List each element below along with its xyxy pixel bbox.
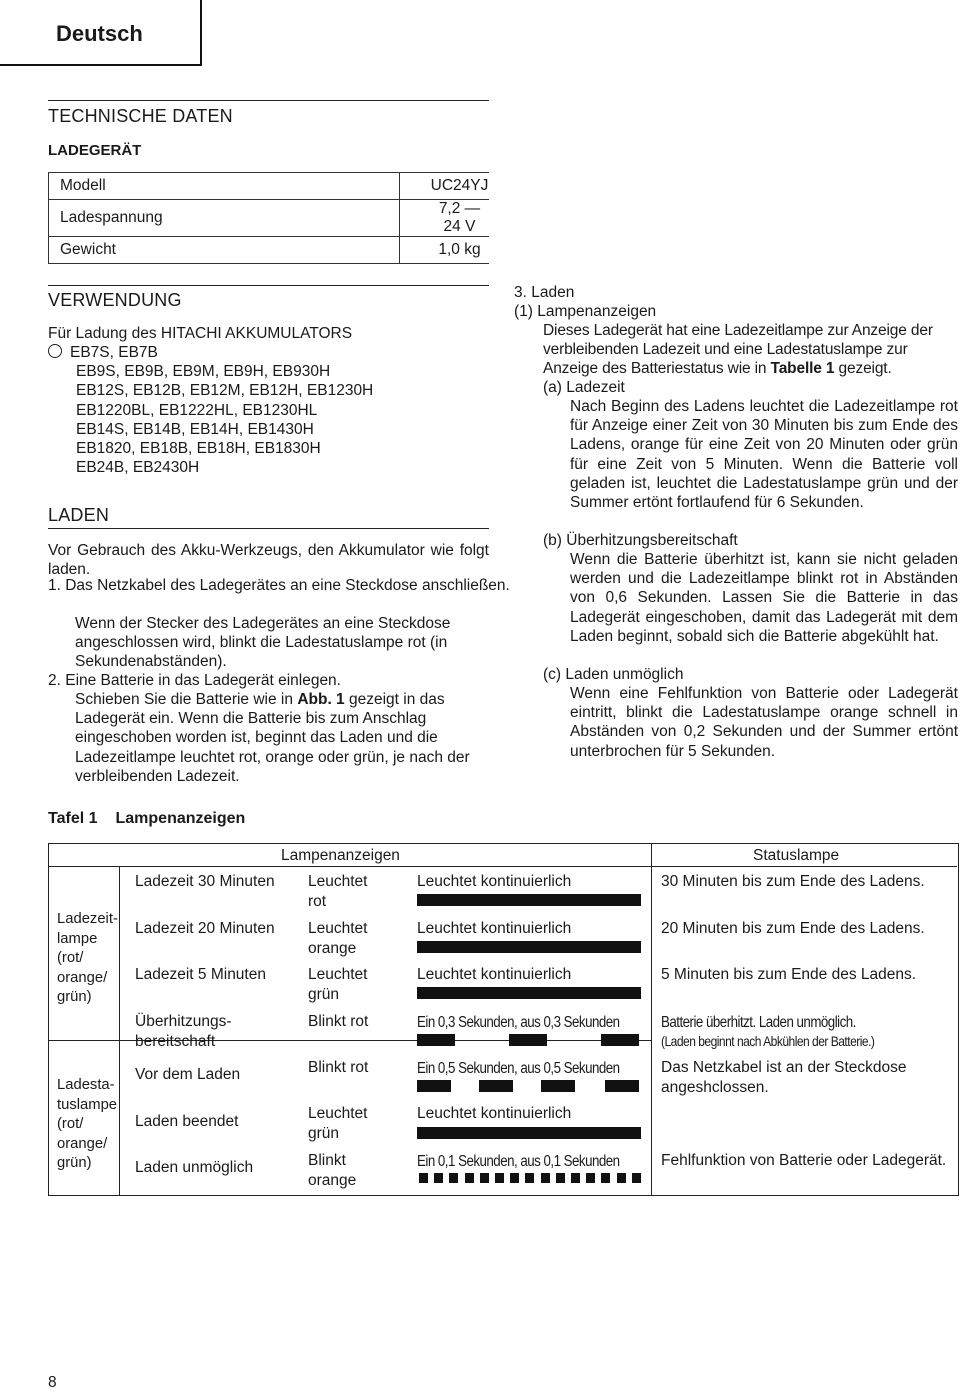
lamp-table [48, 843, 959, 1196]
mode-label: Ein 0,5 Sekunden, aus 0,5 Sekunden [417, 1060, 620, 1077]
verwendung-intro: Für Ladung des HITACHI AKKUMULATORS [48, 325, 353, 342]
state-label: Ladezeit 30 Minuten [135, 873, 275, 890]
blink-segment [479, 1080, 513, 1092]
divider [48, 285, 489, 286]
continuous-bar [417, 1127, 641, 1139]
language-label: Deutsch [56, 21, 143, 46]
laden-intro: Vor Gebrauch des Akku-Werkzeugs, den Akkumulator wie folgt laden. [48, 542, 489, 579]
list-item: EB1820, EB18B, EB18H, EB1830H [76, 439, 321, 457]
header-status: Statuslampe [753, 847, 840, 864]
blink-segment [605, 1080, 639, 1092]
blink-segment [586, 1173, 595, 1183]
mode-label: Ein 0,3 Sekunden, aus 0,3 Sekunden [417, 1014, 620, 1031]
state-label: Ladezeit 5 Minuten [135, 966, 266, 983]
blink-segment [434, 1173, 443, 1183]
table-row [49, 200, 490, 237]
list-item: EB1220BL, EB1222HL, EB1230HL [76, 401, 318, 419]
status-text: Batterie überhitzt. Laden unmöglich. [661, 1014, 856, 1031]
mode-label: Leuchtet kontinuierlich [417, 920, 572, 937]
item-b-heading: (b) Überhitzungsbereitschaft [543, 532, 738, 549]
right-sub-1: (1) Lampenanzeigen [514, 303, 657, 320]
table-rule [651, 844, 652, 1195]
blink-segment [417, 1034, 455, 1046]
blink-segment [495, 1173, 504, 1183]
laden-step-2: 2. Eine Batterie in das Ladegerät einlegen. [48, 672, 341, 689]
group-label-ladestatuslampe: Ladesta-tuslampe (rot/ orange/ grün) [57, 1077, 118, 1171]
page-number: 8 [48, 1374, 57, 1391]
blink-segment [525, 1173, 534, 1183]
blink-segment [601, 1034, 639, 1046]
laden-step-1-detail: Wenn der Stecker des Ladegerätes an eine Steckdose angeschlossen wird, blinkt die Ladestatuslampe rot (in Sekundenabständen). [75, 615, 451, 671]
blink-segment [510, 1173, 519, 1183]
blink-segment [617, 1173, 626, 1183]
blink-segment [541, 1173, 550, 1183]
item-c-heading: (c) Laden unmöglich [543, 666, 684, 683]
section-heading-laden: LADEN [48, 505, 110, 525]
lamp-label: Leuchtet grün [308, 966, 368, 1003]
section-heading-tech: TECHNISCHE DATEN [48, 106, 233, 126]
mode-label: Leuchtet kontinuierlich [417, 873, 572, 890]
blink-segment [480, 1173, 489, 1183]
mode-label: Leuchtet kontinuierlich [417, 966, 572, 983]
table-rule [119, 866, 120, 1195]
blink-segment [571, 1173, 580, 1183]
right-step-3: 3. Laden [514, 284, 575, 301]
subheading-charger: LADEGERÄT [48, 142, 142, 159]
blink-segment [632, 1173, 641, 1183]
mode-label: Leuchtet kontinuierlich [417, 1105, 572, 1122]
continuous-bar [417, 941, 641, 953]
lamp-label: Blinkt orange [308, 1152, 357, 1189]
laden-step-2-detail: Schieben Sie die Batterie wie in Abb. 1 gezeigt in das Ladegerät ein. Wenn die Batterie bis zum Anschlag eingeschoben worden ist, beginnt das Laden und die Ladezeitlampe leuchtet rot, orange oder grün, je nach der verbleibenden Ladezeit. [75, 691, 470, 785]
list-item: EB12S, EB12B, EB12M, EB12H, EB1230H [76, 382, 374, 400]
status-text-note: (Laden beginnt nach Abkühlen der Batterie.) [661, 1033, 875, 1049]
divider [48, 100, 489, 101]
laden-step-1: 1. Das Netzkabel des Ladegerätes an eine Steckdose anschließen. [48, 577, 510, 594]
list-item: EB14S, EB14B, EB14H, EB1430H [76, 420, 314, 438]
divider [48, 528, 489, 529]
circle-icon [48, 344, 62, 358]
continuous-bar [417, 987, 641, 999]
spec-table [48, 172, 489, 264]
lamp-label: Leuchtet rot [308, 873, 368, 910]
status-text: Das Netzkabel ist an der Steckdose angeshclossen. [661, 1059, 907, 1096]
blink-segment [556, 1173, 565, 1183]
spec-value: UC24YJ [400, 173, 490, 200]
spec-label: Ladespannung [49, 200, 400, 237]
mode-label: Ein 0,1 Sekunden, aus 0,1 Sekunden [417, 1153, 620, 1170]
blink-segment [417, 1080, 451, 1092]
lamp-label: Blinkt rot [308, 1013, 369, 1030]
table-caption: Tafel 1 Lampenanzeigen [48, 810, 246, 827]
status-text: Fehlfunktion von Batterie oder Ladegerät. [661, 1152, 947, 1169]
state-label: Vor dem Laden [135, 1066, 241, 1083]
right-sub-1-text: Dieses Ladegerät hat eine Ladezeitlampe zur Anzeige der verbleibenden Ladezeit und eine Ladestatuslampe zur Anzeige des Batteriestatus wie in Tabelle 1 gezeigt. [543, 322, 933, 378]
blink-segment [541, 1080, 575, 1092]
lamp-label: Leuchtet orange [308, 920, 368, 957]
spec-label: Gewicht [49, 237, 400, 264]
state-label: Überhitzungs-bereitschaft [135, 1013, 232, 1050]
spec-value: 7,2 — 24 V [400, 200, 490, 237]
state-label: Ladezeit 20 Minuten [135, 920, 275, 937]
blink-segment [465, 1173, 474, 1183]
blink-segment [509, 1034, 547, 1046]
section-heading-verwendung: VERWENDUNG [48, 290, 182, 310]
lamp-label: Leuchtet grün [308, 1105, 368, 1142]
battery-model-list [48, 343, 488, 477]
spec-value: 1,0 kg [400, 237, 490, 264]
table-row [49, 173, 490, 200]
item-a-text: Nach Beginn des Ladens leuchtet die Ladezeitlampe rot für Anzeige einer Zeit von 30 Minuten bis zum Ende des Ladens, orange für eine Zeit von 20 Minuten oder grün für eine Zeit von 5 Minuten. Wenn die Batterie voll geladen ist, leuchtet die Ladestatuslampe grün und der Summer ertönt fortlaufend für 6 Sekunden. [570, 398, 958, 512]
status-text: 30 Minuten bis zum Ende des Ladens. [661, 873, 925, 890]
header-lamp: Lampenanzeigen [281, 847, 400, 864]
item-a-heading: (a) Ladezeit [543, 379, 625, 396]
group-label-ladezeitlampe: Ladezeit-lampe (rot/ orange/ grün) [57, 911, 118, 1005]
status-text: 5 Minuten bis zum Ende des Ladens. [661, 966, 917, 983]
list-item: EB9S, EB9B, EB9M, EB9H, EB930H [76, 363, 331, 381]
list-item: EB7S, EB7B [70, 344, 158, 361]
table-rule [49, 866, 957, 867]
item-b-text: Wenn die Batterie überhitzt ist, kann sie nicht geladen werden und die Ladezeitlampe blinkt rot in Abständen von 0,6 Sekunden. Lassen Sie die Batterie in das Ladegerät eingeschoben, damit das Ladegerät mit dem Laden beginnt, sobald sich die Batterie abgekühlt hat. [570, 551, 958, 645]
blink-segment [601, 1173, 610, 1183]
item-c-text: Wenn eine Fehlfunktion von Batterie oder Ladegerät eintritt, blinkt die Ladestatuslampe orange schnell in Abständen von 0,2 Sekunden und der Summer ertönt unterbrochen für 5 Sekunden. [570, 685, 958, 760]
spec-label: Modell [49, 173, 400, 200]
continuous-bar [417, 894, 641, 906]
state-label: Laden beendet [135, 1113, 239, 1130]
lamp-label: Blinkt rot [308, 1059, 369, 1076]
language-tab [0, 0, 202, 66]
table-row [49, 237, 490, 264]
list-item: EB24B, EB2430H [76, 459, 200, 477]
status-text: 20 Minuten bis zum Ende des Ladens. [661, 920, 925, 937]
blink-segment [419, 1173, 428, 1183]
state-label: Laden unmöglich [135, 1159, 254, 1176]
blink-segment [449, 1173, 458, 1183]
